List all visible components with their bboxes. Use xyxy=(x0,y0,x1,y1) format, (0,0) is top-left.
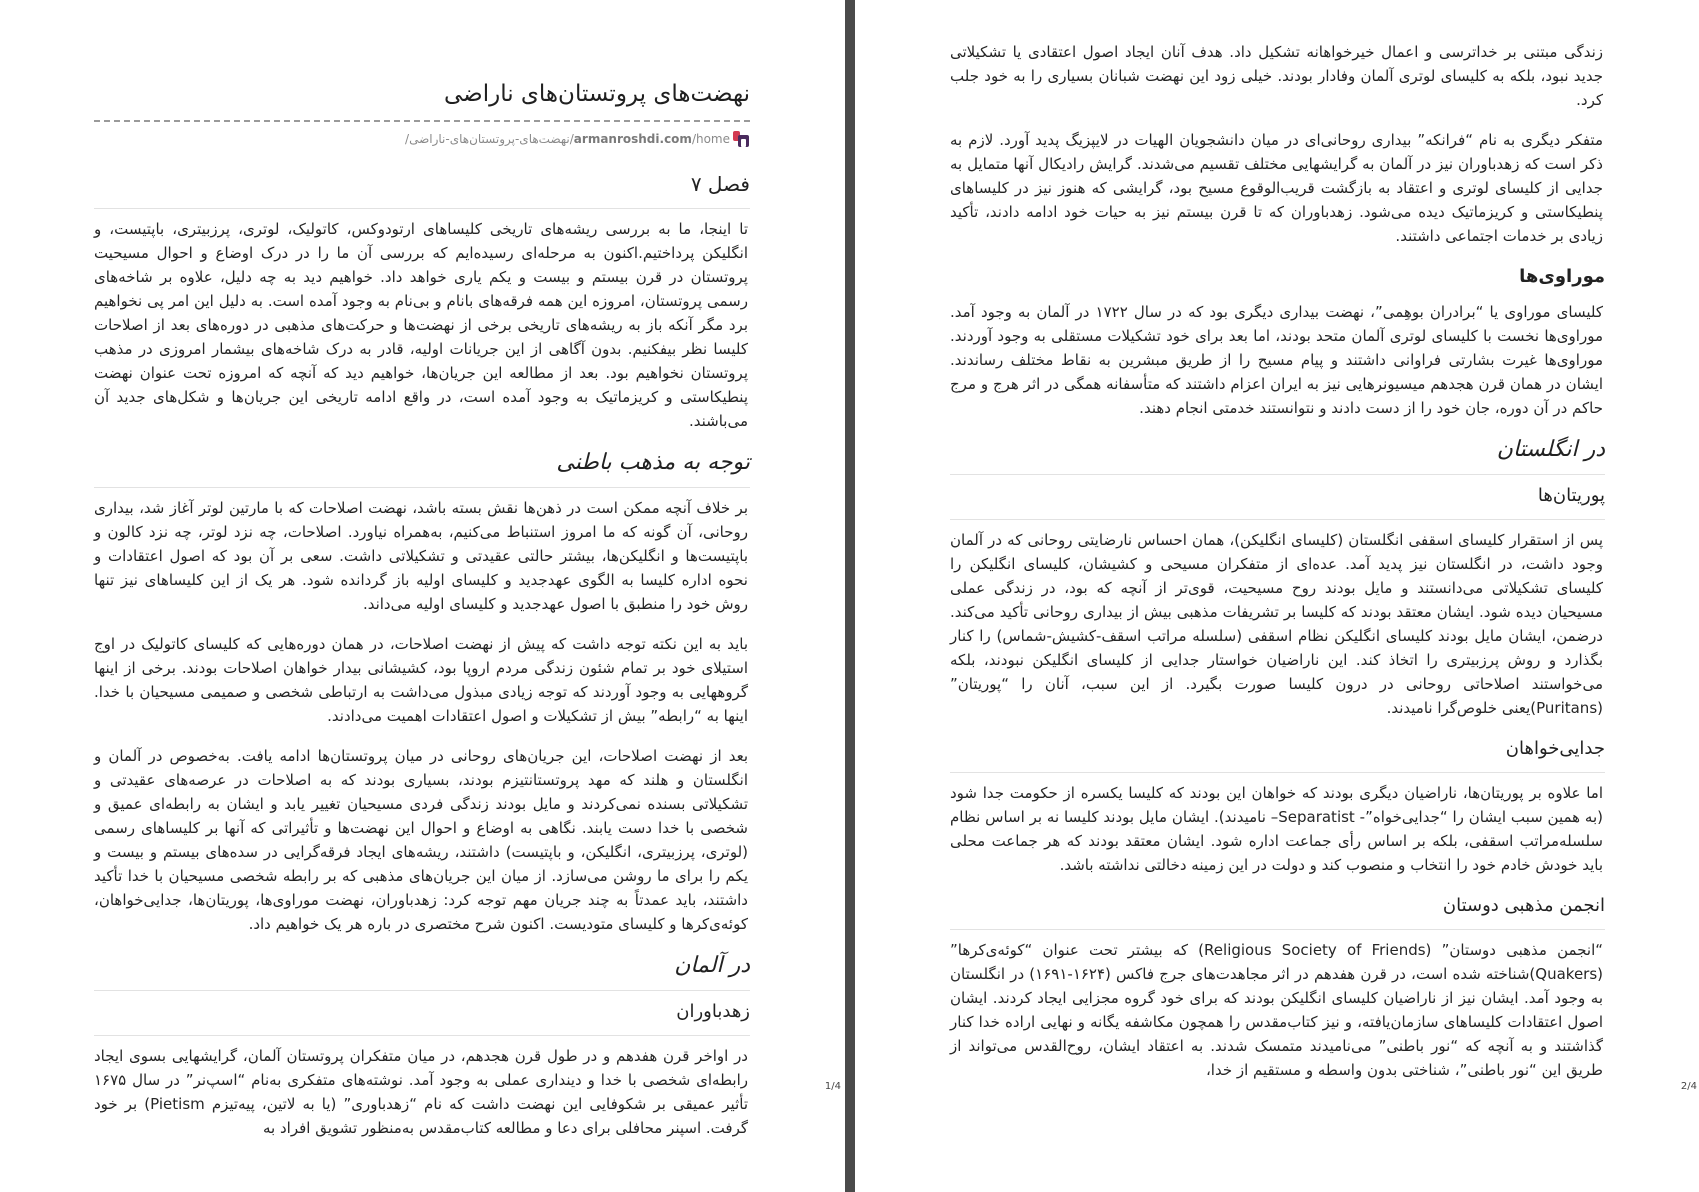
page-2-content xyxy=(950,40,1605,1098)
paragraph: بر خلاف آنچه ممکن است در ذهن‌ها نقش بسته باشد، نهضت اصلاحات که با مارتین لوتر آغاز شد، بیداری روحانی، آن گونه که ما امروز استنباط می‌کنیم، به‌همراه نیاورد. اصلاحات، چه نزد لوتر، چه نزد کالون و باپتیست‌ها و انگلیکن‌ها، بیشتر حالتی عقیدتی و تشکیلاتی داشت. سعی بر آن بود که اصول اعتقادات و نحوه اداره کلیسا به الگوی عهدجدید و کلیسای اولیه باز گردانده شود. هر یک از این کلیساهای نیز تنها روش خود را منطبق با اصول عهدجدید و کلیسای اولیه می‌داند. xyxy=(94,499,748,613)
subsection-heading-pietists: زهدباوران xyxy=(94,999,750,1036)
chapter-heading: فصل ۷ xyxy=(94,170,750,209)
paragraph: متفکر دیگری به نام “فرانکه” بیداری روحانی‌ای در میان دانشجویان الهیات در لایپزیگ پدید آورد. لازم به ذکر است که زهدباوران نیز در آلمان به گرایشهایی مختلف تقسیم می‌شدند. گرایش رادیکال آنها متمایل به جدایی از کلیسای لوتری و اعتقاد به بازگشت قریب‌الوقوع مسیح بود، گرایشی که هنوز نیز در کلیساهای پنطیکاستی و کریزماتیک دیده می‌شود. زهدباوران که تا قرن بیستم نیز به حیات خود ادامه دادند، تأکید زیادی بر خدمات اجتماعی داشتند. xyxy=(950,131,1603,245)
page-1-content xyxy=(94,78,750,1156)
subsection-heading-separatists: جدایی‌خواهان xyxy=(950,736,1605,773)
paragraph: بعد از نهضت اصلاحات، این جریان‌های روحانی در میان پروتستان‌ها ادامه یافت. به‌خصوص در آلمان و انگلستان و هلند که مهد پروتستانتیزم بودند، بسیاری بودند که به اصلاحات در عرصه‌های عقیدتی و تشکیلاتی بسنده نمی‌کردند و مایل بودند زندگی فردی مسیحیان تغییر یابد و ایشان به رابطه‌ای عمیق و شخصی با خدا دست یابند. نگاهی به اوضاع و احوال این نهضت‌ها و تأثیراتی که آنها بر کلیساهای رسمی (لوتری، پرزبیتری، انگلیکن، و باپتیست) داشتند، ریشه‌های ایجاد فرقه‌گرایی در سده‌های بیستم و بیست و یکم را برای ما روشن می‌سازد. از میان این جریان‌های مذهبی که بر رابطه شخصی مسیحیان با خدا تأکید داشتند، باید عمدتاً به چند جریان مهم توجه کرد: زهدباوران، نهضت موراوی‌ها، پوریتان‌ها، جدایی‌خواهان، کوئه‌ی‌کرها و کلیسای متودیست. اکنون شرح مختصری در باره هر یک خواهیم داد. xyxy=(94,747,748,933)
source-url-prefix: /نهضت‌های-پروتستان‌های-ناراضی/ xyxy=(405,132,574,146)
document-page-2 xyxy=(855,0,1699,1192)
document-title: نهضت‌های پروتستان‌های ناراضی xyxy=(444,81,750,107)
section-heading-england: در انگلستان xyxy=(950,436,1605,475)
subsection-heading-puritans: پوریتان‌ها xyxy=(950,483,1605,520)
paragraph: پس از استقرار کلیسای اسقفی انگلستان (کلیسای انگلیکن)، همان احساس نارضایتی روحانی که در آلمان وجود داشت، در انگلستان نیز پدید آمد. عده‌ای از متفکران مسیحی و کشیشان، کلیسای انگلیکن را کلیسای تشکیلاتی می‌دانستند و مایل بودند روح مسیحیت، قوی‌تر از آنچه که بود، در زندگی عملی مسیحیان دیده شود. ایشان معتقد بودند که کلیسا بر تشریفات مذهبی بیش از بیداری روحانی تأکید می‌کند. درضمن، ایشان مایل بودند کلیسای انگلیکن نظام اسقفی (سلسله مراتب اسقف-کشیش-شماس) را کنار بگذارد و روش پرزبیتری را اتخاذ کند. این ناراضیان خواستار جدایی از کلیسای انگلیکن نبودند، بلکه می‌خواستند اصلاحاتی روحانی در درون کلیسا صورت بگیرد. از این سبب، آنان را “پوریتان” (Puritans)یعنی خلوص‌گرا نامیدند. xyxy=(950,531,1603,717)
page-number: 1/4 xyxy=(824,1081,841,1092)
document-page-1 xyxy=(0,0,845,1192)
source-url-text[interactable] xyxy=(405,132,730,146)
page-number: 2/4 xyxy=(1680,1081,1697,1092)
paragraph: کلیسای موراوی یا “برادران بوهِمی”، نهضت بیداری دیگری بود که در سال ۱۷۲۲ در آلمان به وجود آمد. موراوی‌ها نخست با کلیسای لوتری آلمان متحد بودند، اما بعد برای خود تشکیلات مستقلی به وجود آوردند. موراوی‌ها غیرت بشارتی فراوانی داشتند و پیام مسیح را از طریق مبشرین به نقاط مختلف رساندند. ایشان در همان قرن هجدهم میسیونرهایی نیز به ایران اعزام داشتند که متأسفانه همگی در اثر هرج و مرج حاکم در آن دوره، جان خود را از دست دادند و نتوانستند خدمتی انجام دهند. xyxy=(950,303,1604,417)
paragraph: زندگی مبتنی بر خداترسی و اعمال خیرخواهانه تشکیل داد. هدف آنان ایجاد اصول اعتقادی یا تشکیلاتی جدید نبود، بلکه به کلیسای لوتری آلمان وفادار بودند. خیلی زود این نهضت شبانان بسیاری را به خود جلب کرد. xyxy=(950,43,1603,109)
section-heading-germany: در آلمان xyxy=(94,952,750,991)
source-url-domain: armanroshdi.com xyxy=(573,132,692,146)
source-url[interactable] xyxy=(94,130,750,148)
subsection-heading-friends: انجمن مذهبی دوستان xyxy=(950,893,1605,930)
paragraph: “انجمن مذهبی دوستان” (Religious Society of Friends) که بیشتر تحت عنوان “کوئه‌ی‌کرها” (Quakers)شناخته شده است، در قرن هفدهم در اثر مجاهدت‌های جرج فاکس (۱۶۲۴-۱۶۹۱) در انگلستان به وجود آمد. ایشان نیز از ناراضیان کلیسای انگلیکن بودند که برای خود گروه مجزایی ایجاد کردند. ایشان اصول اعتقادات کلیساهای سازمان‌یافته، و نیز کتاب‌مقدس را همچون مکاشفه یگانه و نهایی اراده خدا کنار گذاشتند و به آنچه که “نور باطنی” می‌نامیدند متمسک شدند. به اعتقاد ایشان، روح‌القدس می‌تواند از طریق این “نور باطنی”، شناختی بدون واسطه و مستقیم از خدا، xyxy=(950,941,1604,1079)
paragraph: اما علاوه بر پوریتان‌ها، ناراضیان دیگری بودند که خواهان این بودند که کلیسا یکسره از حکومت جدا شود (به همین سبب ایشان را “جدایی‌خواه”- Separatist– نامیدند). ایشان مایل بودند کلیسا نه بر اساس نظام سلسله‌مراتب اسقفی، بلکه بر اساس رأی جماعت اداره شود. ایشان معتقد بودند که هر جماعت محلی باید خودش خادم خود را انتخاب و منصوب کند و دولت در این زمینه دخالتی نداشته باشد. xyxy=(950,784,1603,874)
paragraph: در اواخر قرن هفدهم و در طول قرن هجدهم، در میان متفکران پروتستان آلمان، گرایشهایی بسوی ایجاد رابطه‌ای شخصی با خدا و دینداری عملی به وجود آمد. نوشته‌های متفکری به‌نام “اسپ‌نر” در سال ۱۶۷۵ تأثیر عمیقی بر شکوفایی این نهضت داشت که نام “زهدباوری” (یا به لاتین، پیه‌تیزم Pietism) بر خود گرفت. اسپنر محافلی برای دعا و مطالعه کتاب‌مقدس به‌منظور تشویق افراد به xyxy=(94,1047,748,1137)
page-gutter xyxy=(845,0,855,1192)
section-heading-inner-religion: توجه به مذهب باطنی xyxy=(94,449,750,488)
title-divider xyxy=(94,120,750,122)
subsection-heading-moravians: موراوی‌ها xyxy=(1519,266,1605,287)
intro-paragraph: تا اینجا، ما به بررسی ریشه‌های تاریخی کلیساهای ارتودوکس، کاتولیک، لوتری، پرزبیتری، باپتیست، و انگلیکن پرداختیم.اکنون به مرحله‌ای رسیده‌ایم که بررسی آن ما را در درک اوضاع و احوال مسیحیت پروتستان در قرن بیستم و بیست و یکم یاری خواهد داد. خواهیم دید به چه دلیل، علاوه بر شاخه‌های رسمی پروتستان، امروزه این همه فرقه‌های بانام و بی‌نام به وجود آمده است. به دلیل این امر پی نخواهیم برد مگر آنکه باز به ریشه‌های تاریخی برخی از نهضت‌ها و حرکت‌های مذهبی در دوره‌های بعد از اصلاحات کلیسا نظر بیفکنیم. بدون آگاهی از این جریانات اولیه، قادر به درک شاخه‌های بیشمار امروزی در مذهب پروتستان نخواهیم بود. بعد از مطالعه این جریان‌ها، خواهیم دید که آنچه که امروزه تحت عنوان نهضت پنطیکاستی و کریزماتیک به وجود آمده است، در واقع ادامه تاریخی این جریان‌ها و شکل‌های جدید آن می‌باشند. xyxy=(94,220,748,430)
source-url-path: /home xyxy=(691,132,730,146)
site-logo-icon xyxy=(732,130,750,148)
paragraph: باید به این نکته توجه داشت که پیش از نهضت اصلاحات، در همان دوره‌هایی که کلیسای کاتولیک در اوج استیلای خود بر تمام شئون زندگی مردم اروپا بود، کشیشانی بیدار خواهان اصلاحات بودند. برخی از اینها گروههایی به وجود آوردند که توجه زیادی مبذول می‌داشت به ارتباطی شخصی و صمیمی مسیحیان با خدا. اینها به “رابطه” بیش از تشکیلات و اصول اعتقادات اهمیت می‌دادند. xyxy=(94,635,748,725)
